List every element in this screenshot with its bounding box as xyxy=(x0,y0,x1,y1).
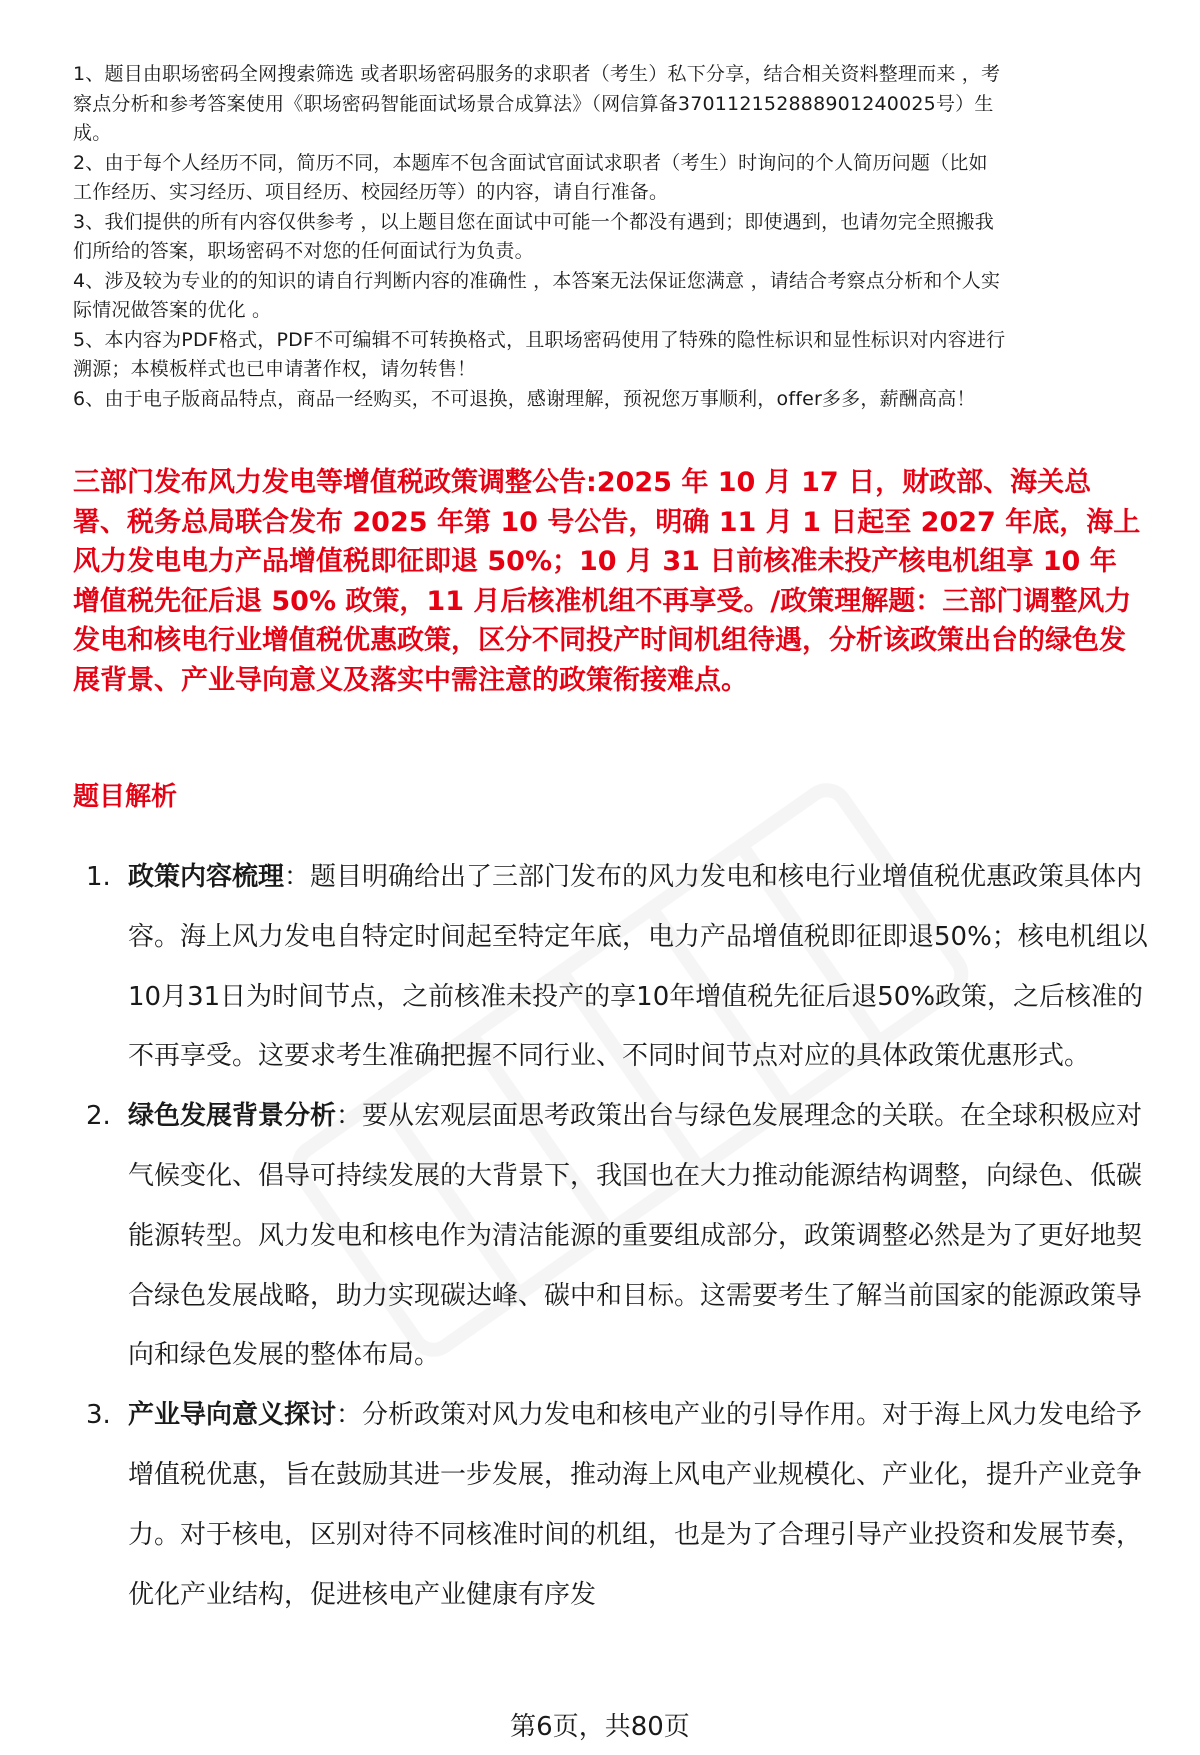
list-item-text: ：题目明确给出了三部门发布的风力发电和核电行业增值税优惠政策具体内容。海上风力发电自特定时间起至特定年底，电力产品增值税即征即退50%；核电机组以10月31日为时间节点，之前核准未投产的享10年增值税先征后退50%政策，之后核准的不再享受。这要求考生准确把握不同行业、不同时间节点对应的具体政策优惠形式。 xyxy=(128,862,1148,1072)
list-item xyxy=(80,848,1160,1087)
list-item xyxy=(80,1087,1160,1386)
page-number: 第6页，共80页 xyxy=(510,1712,690,1742)
disclaimer-line: 4、涉及较为专业的的知识的请自行判断内容的准确性 ，本答案无法保证您满意 ，请结合考察点分析和个人实 xyxy=(73,269,1001,292)
list-item-number: 2. xyxy=(86,1101,111,1132)
disclaimer-line: 3、我们提供的所有内容仅供参考 ，以上题目您在面试中可能一个都没有遇到；即使遇到，也请勿完全照搬我 xyxy=(73,210,994,233)
list-item-body xyxy=(128,848,1160,1087)
list-item-term: 产业导向意义探讨 xyxy=(128,1400,337,1431)
disclaimer-line: 察点分析和参考答案使用《职场密码智能面试场景合成算法》（网信算备370112152888901240025号）生 xyxy=(73,92,994,115)
list-item-number: 3. xyxy=(86,1400,111,1431)
list-item-term: 绿色发展背景分析 xyxy=(128,1101,337,1132)
disclaimer-line: 们所给的答案，职场密码不对您的任何面试行为负责。 xyxy=(73,240,534,262)
list-item-body xyxy=(128,1087,1160,1386)
question-headline: 三部门发布风力发电等增值税政策调整公告:2025 年 10 月 17 日，财政部、海关总署、税务总局联合发布 2025 年第 10 号公告，明确 11 月 1 日起至 2027 年底，海上风力发电电力产品增值税即征即退 50%；10 月 31 日前核准未投产核电机组享 10 年增值税先征后退 50% 政策，11 月后核准机组不再享受。/政策理解题：三部门调整风力发电和核电行业增值税优惠政策，区分不同投产时间机组待遇，分析该政策出台的绿色发展背景、产业导向意义及落实中需注意的政策衔接难点。 xyxy=(73,467,1141,696)
disclaimer-line: 际情况做答案的优化 。 xyxy=(73,299,272,321)
list-item-text: ：要从宏观层面思考政策出台与绿色发展理念的关联。在全球积极应对气候变化、倡导可持续发展的大背景下，我国也在大力推动能源结构调整，向绿色、低碳能源转型。风力发电和核电作为清洁能源的重要组成部分，政策调整必然是为了更好地契合绿色发展战略，助力实现碳达峰、碳中和目标。这需要考生了解当前国家的能源政策导向和绿色发展的整体布局。 xyxy=(128,1101,1143,1371)
list-item xyxy=(80,1386,1160,1625)
disclaimer-line: 6、由于电子版商品特点，商品一经购买，不可退换，感谢理解，预祝您万事顺利，offer多多，薪酬高高！ xyxy=(73,387,976,410)
disclaimer-line: 2、由于每个人经历不同，简历不同，本题库不包含面试官面试求职者（考生）时询问的个人简历问题（比如 xyxy=(73,151,988,174)
disclaimer-line: 溯源；本模板样式也已申请著作权，请勿转售！ xyxy=(73,358,477,380)
analysis-list xyxy=(80,848,1160,1625)
disclaimer-line: 工作经历、实习经历、项目经历、校园经历等）的内容，请自行准备。 xyxy=(73,181,669,203)
list-item-number: 1. xyxy=(86,862,111,892)
disclaimer-notes xyxy=(73,60,1163,414)
list-item-body xyxy=(128,1386,1160,1625)
section-heading: 题目解析 xyxy=(73,782,178,812)
disclaimer-line: 1、题目由职场密码全网搜索筛选 或者职场密码服务的求职者（考生）私下分享，结合相关资料整理而来 ，考 xyxy=(73,63,1001,85)
list-item-term: 政策内容梳理 xyxy=(128,862,285,892)
disclaimer-line: 5、本内容为PDF格式，PDF不可编辑不可转换格式，且职场密码使用了特殊的隐性标识和显性标识对内容进行 xyxy=(73,328,1006,351)
disclaimer-line: 成。 xyxy=(73,122,112,144)
list-item-text: ：分析政策对风力发电和核电产业的引导作用。对于海上风力发电给予增值税优惠，旨在鼓励其进一步发展，推动海上风电产业规模化、产业化，提升产业竞争力。对于核电，区别对待不同核准时间的机组，也是为了合理引导产业投资和发展节奏，优化产业结构，促进核电产业健康有序发 xyxy=(128,1400,1143,1610)
